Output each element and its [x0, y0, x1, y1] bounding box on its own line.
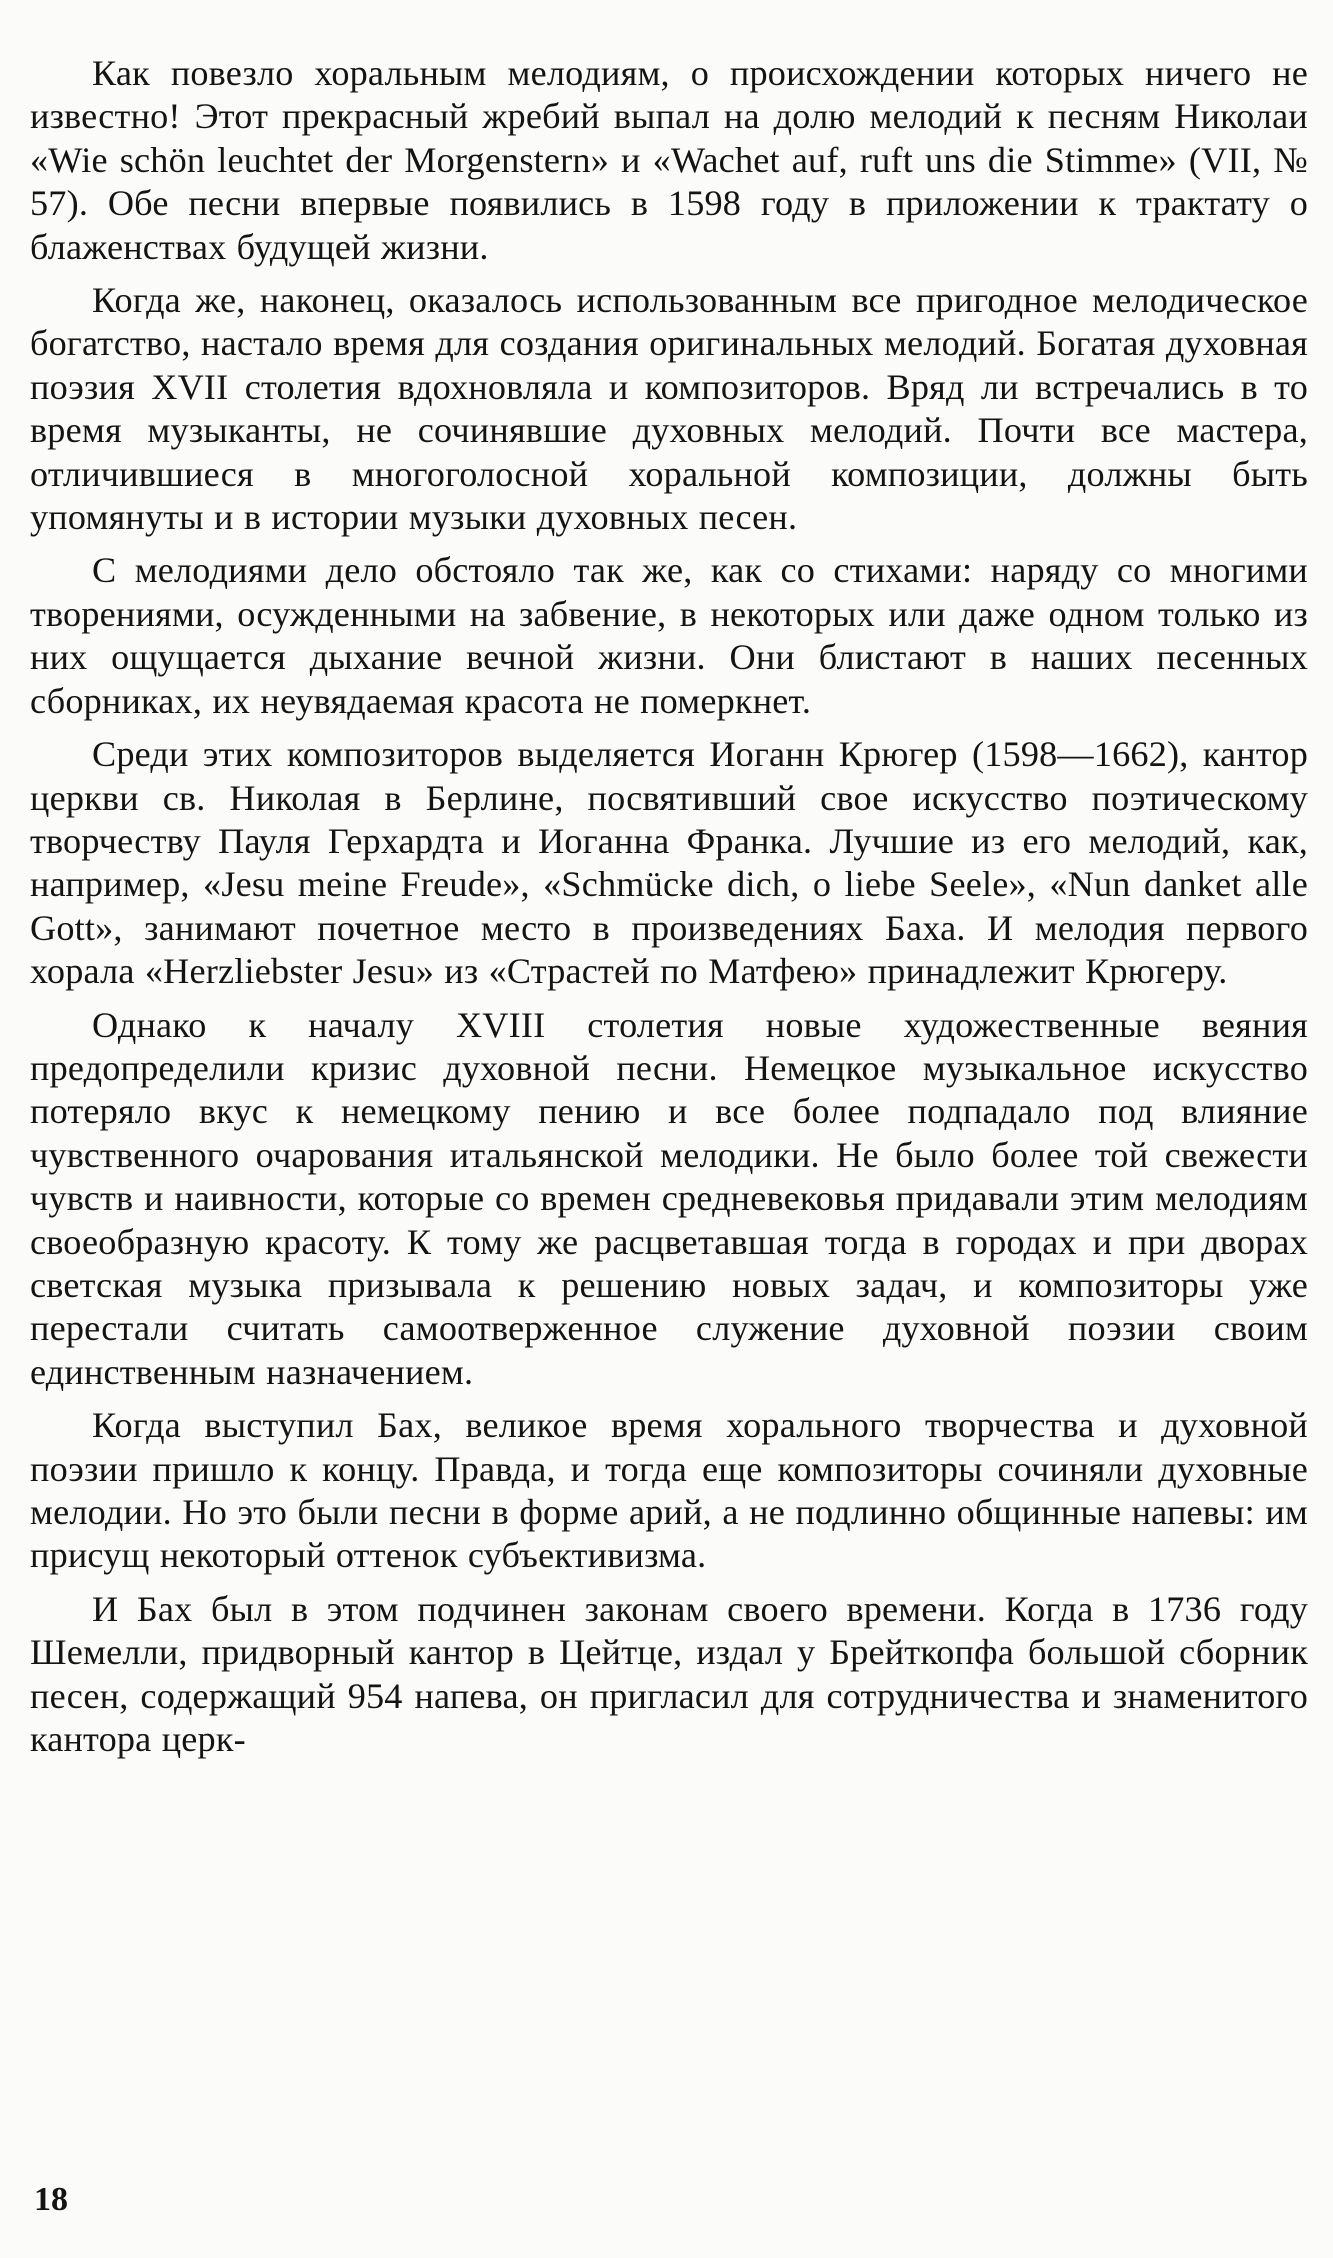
paragraph-1: Как повезло хоральным мелодиям, о происхождении которых ничего не известно! Этот прекрасный жребий выпал на долю мелодий к песням Николаи «Wie schön leuchtet der Morgenstern» и «Wachet auf, ruft uns die Stimme» (VII, № 57). Обе песни впервые появились в 1598 году в приложении к трактату о блаженствах будущей жизни.: [30, 53, 1308, 267]
paragraph-4: Среди этих композиторов выделяется Иоганн Крюгер (1598—1662), кантор церкви св. Николая в Берлине, посвятивший свое искусство поэтическому творчеству Пауля Герхардта и Иоганна Франка. Лучшие из его мелодий, как, например, «Jesu meine Freude», «Schmücke dich, o liebe Seele», «Nun danket alle Gott», занимают почетное место в произведениях Баха. И мелодия первого хорала «Herzliebster Jesu» из «Страстей по Матфею» принадлежит Крюгеру.: [30, 734, 1308, 992]
paragraph-6: Когда выступил Бах, великое время хорального творчества и духовной поэзии пришло к концу. Правда, и тогда еще композиторы сочиняли духовные мелодии. Но это были песни в форме арий, а не подлинно общинные напевы: им присущ некоторый оттенок субъективизма.: [30, 1405, 1308, 1576]
paragraph-5: Однако к началу XVIII столетия новые художественные веяния предопределили кризис духовной песни. Немецкое музыкальное искусство потеряло вкус к немецкому пению и все более подпадало под влияние чувственного очарования итальянской мелодики. Не было более той свежести чувств и наивности, которые со времен средневековья придавали этим мелодиям своеобразную красоту. К тому же расцветавшая тогда в городах и при дворах светская музыка призывала к решению новых задач, и композиторы уже перестали считать самоотверженное служение духовной поэзии своим единственным назначением.: [30, 1004, 1308, 1392]
body-text: [30, 52, 1308, 1771]
paragraph-3: С мелодиями дело обстояло так же, как со стихами: наряду со многими творениями, осужденными на забвение, в некоторых или даже одном только из них ощущается дыхание вечной жизни. Они блистают в наших песенных сборниках, их неувядаемая красота не померкнет.: [30, 550, 1308, 721]
paragraph-7: И Бах был в этом подчинен законам своего времени. Когда в 1736 году Шемелли, придворный кантор в Цейтце, издал у Брейткопфа большой сборник песен, содержащий 954 напева, он пригласил для сотрудничества и знаменитого кантора церк-: [30, 1588, 1308, 1760]
page-number: 18: [34, 2181, 68, 2218]
paragraph-2: Когда же, наконец, оказалось использованным все пригодное мелодическое богатство, настало время для создания оригинальных мелодий. Богатая духовная поэзия XVII столетия вдохновляла и композиторов. Вряд ли встречались в то время музыканты, не сочинявшие духовных мелодий. Почти все мастера, отличившиеся в многоголосной хоральной композиции, должны быть упомянуты и в истории музыки духовных песен.: [30, 280, 1308, 538]
